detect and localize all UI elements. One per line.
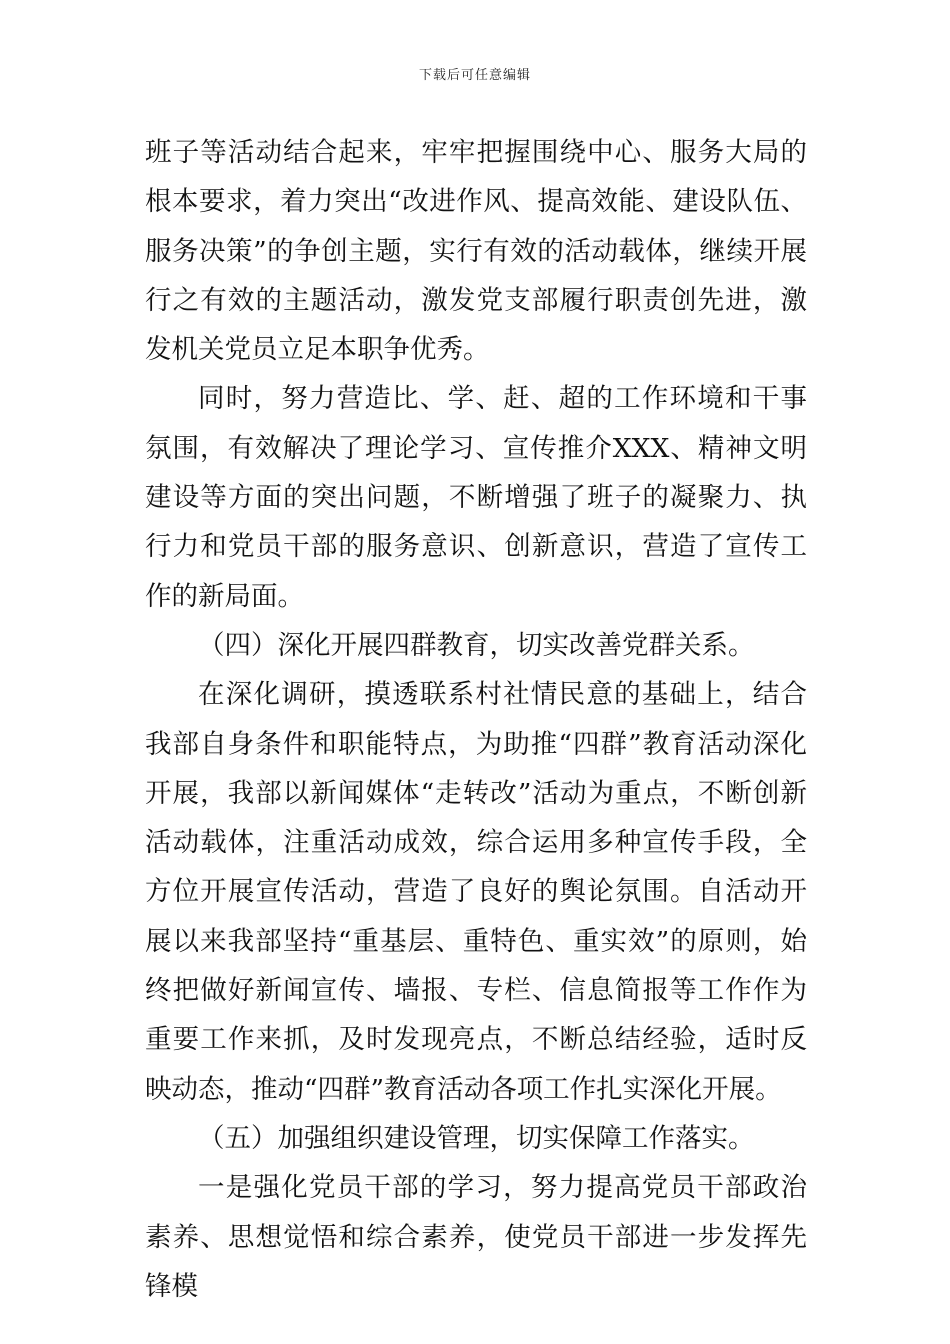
paragraph-2: 同时，努力营造比、学、赶、超的工作环境和干事氛围，有效解决了理论学习、宣传推介XXX、精神文明建设等方面的突出问题，不断增强了班子的凝聚力、执行力和党员干部的服务意识、创新意识，营造了宣传工作的新局面。	[145, 383, 807, 612]
paragraph-4: 一是强化党员干部的学习，努力提高党员干部政治素养、思想觉悟和综合素养，使党员干部进一步发挥先锋模	[145, 1172, 807, 1302]
section-heading-4: （四）深化开展四群教育，切实改善党群关系。	[198, 629, 755, 661]
document-body	[145, 128, 807, 1311]
section-heading-5: （五）加强组织建设管理，切实保障工作落实。	[198, 1122, 755, 1154]
page-header: 下载后可任意编辑	[418, 68, 531, 83]
paragraph-1: 班子等活动结合起来，牢牢把握围绕中心、服务大局的根本要求，着力突出“改进作风、提高效能、建设队伍、服务决策”的争创主题，实行有效的活动载体，继续开展行之有效的主题活动，激发党支部履行职责创先进，激发机关党员立足本职争优秀。	[145, 137, 807, 366]
paragraph-3: 在深化调研，摸透联系村社情民意的基础上，结合我部自身条件和职能特点，为助推“四群”教育活动深化开展，我部以新闻媒体“走转改”活动为重点，不断创新活动载体，注重活动成效，综合运用多种宣传手段，全方位开展宣传活动，营造了良好的舆论氛围。自活动开展以来我部坚持“重基层、重特色、重实效”的原则，始终把做好新闻宣传、墙报、专栏、信息简报等工作作为重要工作来抓，及时发现亮点，不断总结经验，适时反映动态，推动“四群”教育活动各项工作扎实深化开展。	[145, 679, 807, 1105]
